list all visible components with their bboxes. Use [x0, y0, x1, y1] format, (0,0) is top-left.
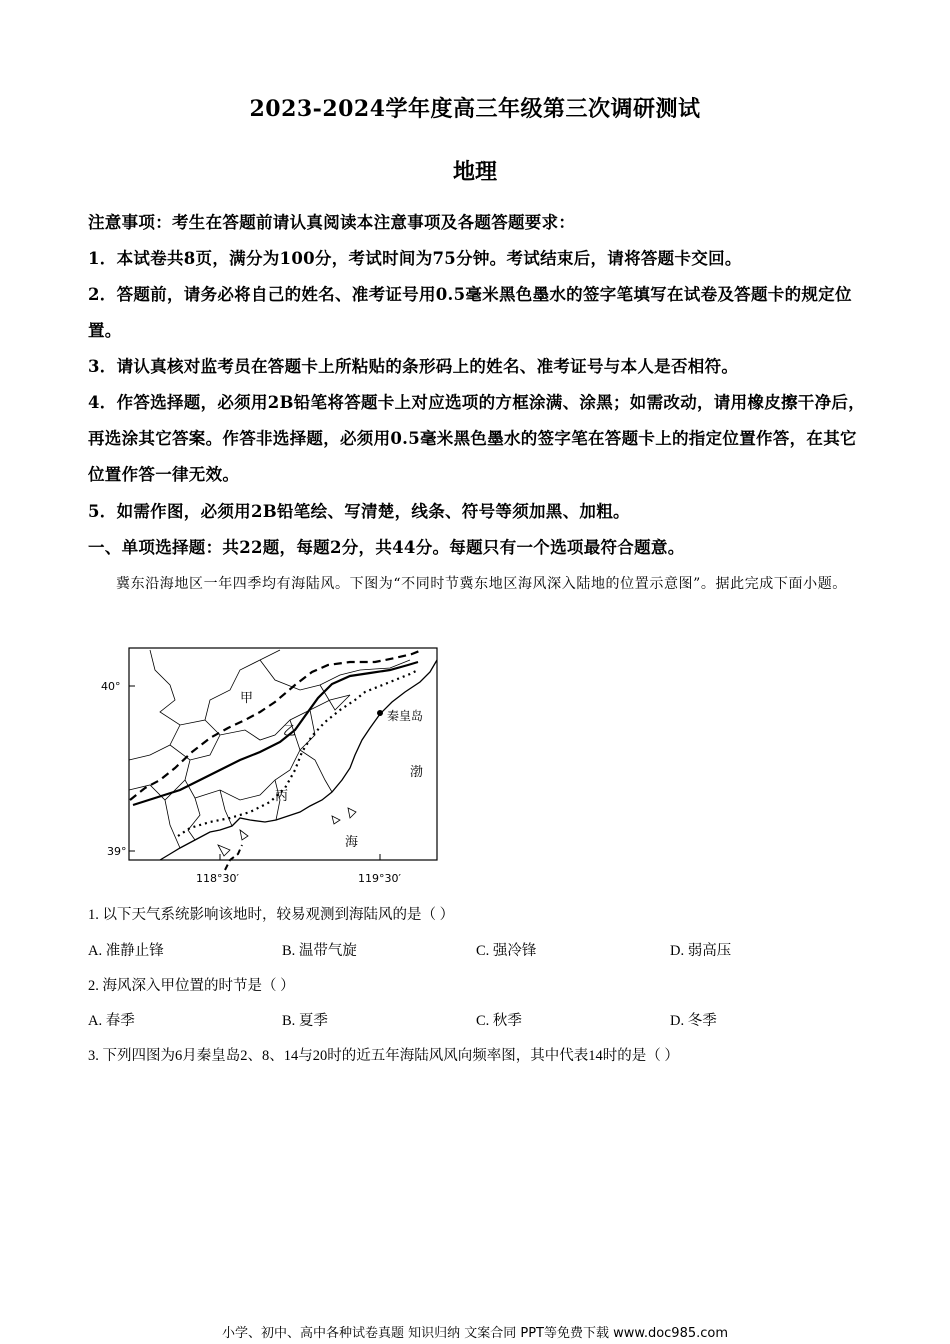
lon-right-label: 119°30′	[358, 872, 401, 885]
notice-heading: 注意事项：考生在答题前请认真阅读本注意事项及各题答题要求：	[88, 213, 576, 232]
q2-option-d: D. 冬季	[670, 1013, 717, 1029]
lat-bottom-label: 39°	[107, 845, 127, 858]
exam-title: 2023-2024学年度高三年级第三次调研测试	[249, 96, 701, 122]
q2-option-c: C. 秋季	[476, 1013, 522, 1029]
subject-title: 地理	[452, 159, 497, 185]
notice-item-4: 4．作答选择题，必须用2B铅笔将答题卡上对应选项的方框涂满、涂黑；如需改动，请用橡皮擦干净后，再选涂其它答案。作答非选择题，必须用0.5毫米黑色墨水的签字笔在答题卡上的指定位置作答，在其它位置作答一律无效。	[88, 393, 866, 484]
question-2: 2. 海风深入甲位置的时节是（ ）	[88, 978, 295, 994]
notice-item-2: 2．答题前，请务必将自己的姓名、准考证号用0.5毫米黑色墨水的签字笔填写在试卷及答题卡的规定位置。	[88, 285, 852, 340]
city-point	[377, 710, 383, 716]
sea-breeze-map	[100, 640, 445, 890]
label-jia: 甲	[240, 691, 254, 706]
notice-item-3: 3．请认真核对监考员在答题卡上所粘贴的条形码上的姓名、准考证号与本人是否相符。	[88, 357, 739, 376]
label-yi: 乙	[283, 724, 297, 739]
q1-option-d: D. 弱高压	[670, 943, 732, 959]
q1-option-b: B. 温带气旋	[282, 943, 357, 959]
map-frame	[129, 648, 437, 860]
question-1: 1. 以下天气系统影响该地时，较易观测到海陆风的是（ ）	[88, 907, 455, 923]
sea-label-hai: 海	[345, 835, 359, 850]
notice-item-1: 1．本试卷共8页，满分为100分，考试时间为75分钟。考试结束后，请将答题卡交回。	[88, 249, 742, 268]
question-3: 3. 下列四图为6月秦皇岛2、8、14与20时的近五年海陆风风向频率图，其中代表14时的是（ ）	[88, 1048, 679, 1064]
page-footer: 小学、初中、高中各种试卷真题 知识归纳 文案合同 PPT等免费下载 www.doc985.com	[221, 1326, 729, 1341]
lat-top-label: 40°	[101, 680, 121, 693]
notice-item-5: 5．如需作图，必须用2B铅笔绘、写清楚，线条、符号等须加黑、加粗。	[88, 502, 630, 521]
city-label: 秦皇岛	[387, 709, 424, 723]
q2-option-b: B. 夏季	[282, 1013, 328, 1029]
q1-option-c: C. 强冷锋	[476, 943, 537, 959]
lon-left-label: 118°30′	[196, 872, 239, 885]
q2-option-a: A. 春季	[88, 1013, 135, 1029]
q1-option-a: A. 准静止锋	[88, 943, 164, 959]
sea-label-bo: 渤	[410, 765, 424, 780]
label-bing: 丙	[275, 789, 289, 804]
section-heading: 一、单项选择题：共22题，每题2分，共44分。每题只有一个选项最符合题意。	[88, 538, 685, 557]
intro-paragraph: 冀东沿海地区一年四季均有海陆风。下图为“不同时节冀东地区海风深入陆地的位置示意图”。据此完成下面小题。	[116, 576, 847, 592]
line-bing	[178, 670, 418, 836]
